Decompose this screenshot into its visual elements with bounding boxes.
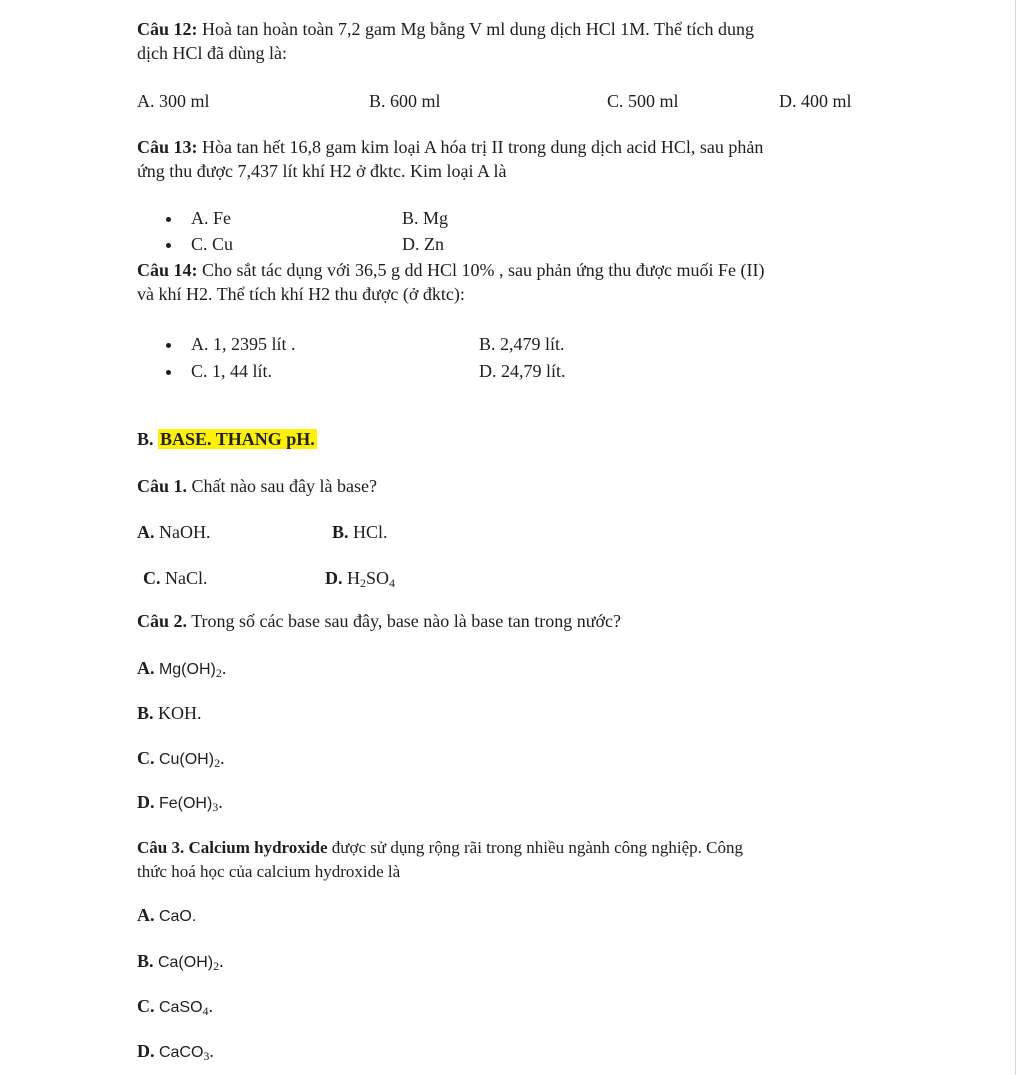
formula-part: . bbox=[208, 996, 214, 1016]
question-label: Câu 12: bbox=[137, 19, 198, 39]
formula-part: . bbox=[221, 658, 227, 678]
question-label: Câu 13: bbox=[137, 137, 198, 157]
question-text: Trong số các base sau đây, base nào là base tan trong nước? bbox=[187, 611, 622, 631]
option-label: B. bbox=[332, 522, 349, 542]
option-b bbox=[137, 949, 224, 975]
option-a: A. 1, 2395 lít . bbox=[191, 334, 296, 354]
formula-part: H bbox=[342, 568, 360, 588]
option-label: A. bbox=[137, 905, 155, 925]
option-b bbox=[137, 701, 202, 725]
question-label: Câu 2. bbox=[137, 611, 188, 631]
bullet-icon bbox=[166, 343, 171, 348]
option-label: D. bbox=[137, 792, 155, 812]
option-text: KOH. bbox=[153, 703, 202, 723]
option-label: A. bbox=[137, 658, 155, 678]
formula-subscript: 2 bbox=[213, 959, 220, 973]
question-3 bbox=[137, 836, 957, 884]
formula-subscript: 3 bbox=[203, 1049, 210, 1063]
option-text: NaCl. bbox=[160, 568, 208, 588]
page-edge bbox=[1015, 0, 1016, 1075]
question-1 bbox=[137, 474, 377, 498]
option-label: B. bbox=[137, 951, 154, 971]
option-a bbox=[137, 903, 196, 929]
question-text-cont: ứng thu được 7,437 lít khí H2 ở đktc. Kim loại A là bbox=[137, 161, 507, 181]
option-c: C. 1, 44 lít. bbox=[191, 361, 273, 381]
option-d bbox=[325, 566, 395, 590]
question-label: Câu 1. bbox=[137, 476, 188, 496]
question-label: Câu 14: bbox=[137, 260, 198, 280]
option-b: B. 2,479 lít. bbox=[479, 334, 565, 354]
option-c bbox=[137, 994, 213, 1020]
option-text: CaO. bbox=[154, 908, 197, 925]
question-text: Cho sắt tác dụng với 36,5 g dd HCl 10% , sau phản ứng thu được muối Fe (II) bbox=[197, 260, 765, 280]
option-label: D. bbox=[137, 1041, 155, 1061]
option-label: A. bbox=[137, 522, 155, 542]
formula-part: . bbox=[220, 748, 225, 768]
option-c bbox=[137, 746, 225, 772]
formula-subscript: 4 bbox=[202, 1004, 209, 1018]
option-label: B. bbox=[137, 703, 154, 723]
option-d bbox=[137, 1039, 214, 1065]
bullet-icon bbox=[166, 217, 171, 222]
question-12 bbox=[137, 17, 957, 65]
formula-part: . bbox=[209, 1041, 214, 1061]
formula-subscript: 2 bbox=[214, 756, 221, 770]
formula-part: CaSO bbox=[154, 999, 203, 1016]
option-c: C. Cu bbox=[191, 234, 234, 254]
option-label: C. bbox=[137, 996, 155, 1016]
bullet-icon bbox=[166, 243, 171, 248]
formula-part: Cu(OH) bbox=[154, 751, 215, 768]
option-d: D. 400 ml bbox=[779, 91, 852, 111]
formula-subscript: 2 bbox=[360, 576, 366, 590]
formula-part: Ca(OH) bbox=[153, 954, 214, 971]
question-text-cont: và khí H2. Thể tích khí H2 thu được (ở đktc): bbox=[137, 284, 465, 304]
option-c: C. 500 ml bbox=[607, 91, 679, 111]
option-label: C. bbox=[143, 568, 161, 588]
option-c bbox=[143, 566, 208, 590]
formula-part: . bbox=[218, 792, 223, 812]
option-d: D. 24,79 lít. bbox=[479, 361, 566, 381]
question-text: Hòa tan hết 16,8 gam kim loại A hóa trị II trong dung dịch acid HCl, sau phản bbox=[197, 137, 764, 157]
option-b: B. 600 ml bbox=[369, 91, 441, 111]
question-13 bbox=[137, 135, 957, 183]
section-prefix: B. bbox=[137, 429, 159, 449]
question-14 bbox=[137, 258, 957, 306]
bullet-icon bbox=[166, 370, 171, 375]
option-a bbox=[137, 656, 226, 682]
question-text: Chất nào sau đây là base? bbox=[187, 476, 377, 496]
formula-part: Fe(OH) bbox=[154, 795, 213, 812]
option-text: NaOH. bbox=[154, 522, 211, 542]
option-a: A. Fe bbox=[191, 208, 231, 228]
formula-subscript: 2 bbox=[215, 666, 222, 680]
section-title: BASE. THANG pH. bbox=[160, 429, 315, 449]
option-label: D. bbox=[325, 568, 343, 588]
question-text: được sử dụng rộng rãi trong nhiều ngành công nghiệp. Công bbox=[327, 838, 744, 857]
option-d: D. Zn bbox=[402, 234, 444, 254]
formula-part: CaCO bbox=[154, 1044, 204, 1061]
question-text: Hoà tan hoàn toàn 7,2 gam Mg bằng V ml dung dịch HCl 1M. Thể tích dung bbox=[197, 19, 754, 39]
formula-part: Mg(OH) bbox=[154, 661, 216, 678]
option-b: B. Mg bbox=[402, 208, 449, 228]
section-heading bbox=[137, 427, 317, 451]
option-b bbox=[332, 520, 388, 544]
option-a bbox=[137, 520, 211, 544]
option-label: C. bbox=[137, 748, 155, 768]
option-a: A. 300 ml bbox=[137, 91, 210, 111]
question-2 bbox=[137, 609, 621, 633]
option-text: HCl. bbox=[348, 522, 388, 542]
question-text-cont: thức hoá học của calcium hydroxide là bbox=[137, 862, 401, 881]
question-label: Câu 3. Calcium hydroxide bbox=[137, 838, 328, 857]
formula-part: SO bbox=[366, 568, 390, 588]
option-d bbox=[137, 790, 223, 816]
question-text-cont: dịch HCl đã dùng là: bbox=[137, 43, 287, 63]
formula-subscript: 4 bbox=[389, 576, 396, 590]
formula-part: . bbox=[219, 951, 224, 971]
formula-subscript: 3 bbox=[212, 800, 219, 814]
